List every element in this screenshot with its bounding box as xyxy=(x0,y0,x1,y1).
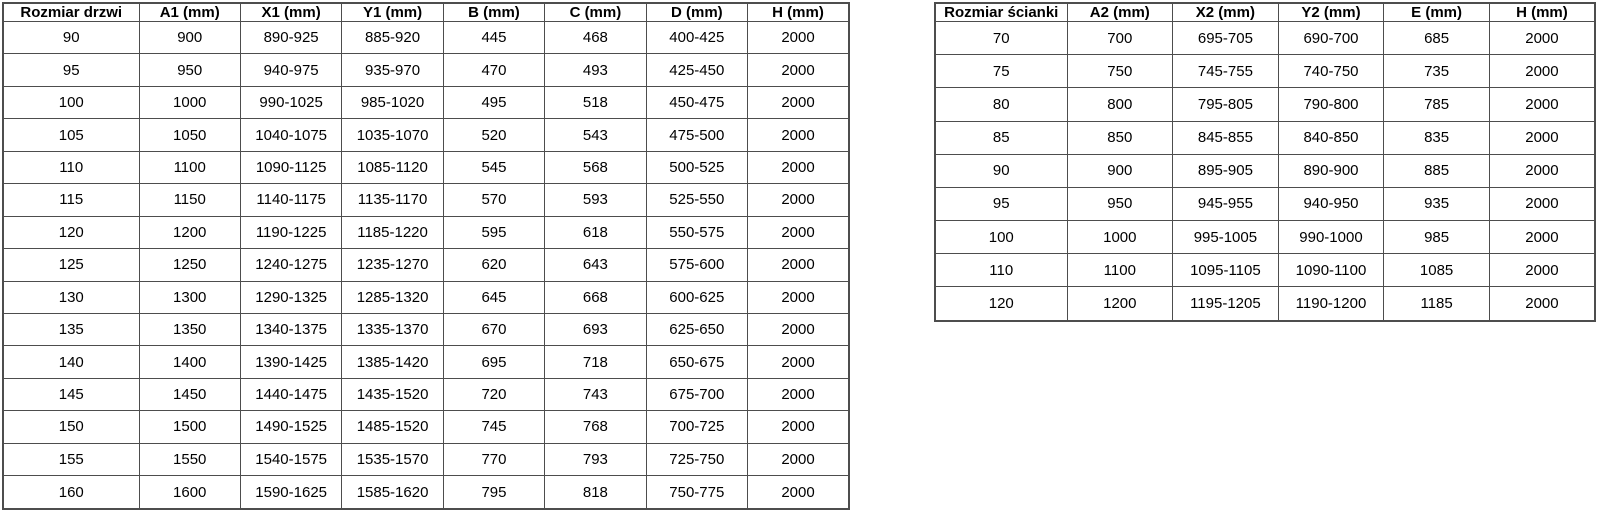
table-cell: 795 xyxy=(443,476,544,509)
table-cell: 620 xyxy=(443,249,544,281)
table-cell: 2000 xyxy=(748,378,849,410)
table-cell: 770 xyxy=(443,443,544,475)
table-cell: 818 xyxy=(545,476,646,509)
table-cell: 995-1005 xyxy=(1173,221,1279,254)
table-row xyxy=(3,313,849,345)
table-cell: 2000 xyxy=(748,313,849,345)
table-cell: 800 xyxy=(1067,88,1173,121)
table-cell: 990-1025 xyxy=(240,86,341,118)
table-row xyxy=(3,86,849,118)
table-cell: 470 xyxy=(443,54,544,86)
table-cell: 575-600 xyxy=(646,249,747,281)
table-cell: 743 xyxy=(545,378,646,410)
wall-size-table-header-row xyxy=(935,3,1595,22)
table-cell: 125 xyxy=(3,249,139,281)
table-cell: 2000 xyxy=(748,281,849,313)
table-cell: 1190-1200 xyxy=(1278,287,1384,321)
table-cell: 1190-1225 xyxy=(240,216,341,248)
table-cell: 1500 xyxy=(139,411,240,443)
table-cell: 668 xyxy=(545,281,646,313)
table-row xyxy=(3,476,849,509)
table-cell: 2000 xyxy=(1489,55,1595,88)
table-cell: 400-425 xyxy=(646,22,747,54)
table-cell: 1450 xyxy=(139,378,240,410)
table-cell: 1040-1075 xyxy=(240,119,341,151)
table-cell: 105 xyxy=(3,119,139,151)
table-cell: 2000 xyxy=(748,411,849,443)
table-cell: 718 xyxy=(545,346,646,378)
table-cell: 795-805 xyxy=(1173,88,1279,121)
table-cell: 1300 xyxy=(139,281,240,313)
table-cell: 2000 xyxy=(748,184,849,216)
table-cell: 685 xyxy=(1384,22,1490,55)
header-cell: Rozmiar ścianki xyxy=(935,3,1067,22)
table-row xyxy=(3,54,849,86)
table-cell: 595 xyxy=(443,216,544,248)
table-cell: 845-855 xyxy=(1173,121,1279,154)
table-cell: 1185-1220 xyxy=(342,216,443,248)
table-cell: 2000 xyxy=(1489,221,1595,254)
table-cell: 500-525 xyxy=(646,151,747,183)
table-row xyxy=(935,287,1595,321)
table-cell: 750-775 xyxy=(646,476,747,509)
table-row xyxy=(3,378,849,410)
table-row xyxy=(3,184,849,216)
table-cell: 890-925 xyxy=(240,22,341,54)
table-cell: 130 xyxy=(3,281,139,313)
table-cell: 1100 xyxy=(139,151,240,183)
table-cell: 690-700 xyxy=(1278,22,1384,55)
table-cell: 785 xyxy=(1384,88,1490,121)
table-cell: 155 xyxy=(3,443,139,475)
table-cell: 95 xyxy=(935,187,1067,220)
table-cell: 1335-1370 xyxy=(342,313,443,345)
table-cell: 745-755 xyxy=(1173,55,1279,88)
table-cell: 110 xyxy=(935,254,1067,287)
table-cell: 1390-1425 xyxy=(240,346,341,378)
table-cell: 2000 xyxy=(748,54,849,86)
wall-size-table xyxy=(934,2,1596,322)
header-cell: D (mm) xyxy=(646,3,747,22)
door-size-table-header-row xyxy=(3,3,849,22)
table-cell: 160 xyxy=(3,476,139,509)
table-cell: 840-850 xyxy=(1278,121,1384,154)
table-cell: 740-750 xyxy=(1278,55,1384,88)
header-cell: Rozmiar drzwi xyxy=(3,3,139,22)
table-cell: 570 xyxy=(443,184,544,216)
table-row xyxy=(935,121,1595,154)
table-cell: 835 xyxy=(1384,121,1490,154)
table-cell: 1085 xyxy=(1384,254,1490,287)
table-cell: 468 xyxy=(545,22,646,54)
table-row xyxy=(935,88,1595,121)
table-cell: 525-550 xyxy=(646,184,747,216)
table-cell: 75 xyxy=(935,55,1067,88)
table-cell: 1050 xyxy=(139,119,240,151)
table-cell: 850 xyxy=(1067,121,1173,154)
table-cell: 750 xyxy=(1067,55,1173,88)
table-cell: 950 xyxy=(1067,187,1173,220)
table-cell: 695-705 xyxy=(1173,22,1279,55)
table-cell: 2000 xyxy=(748,86,849,118)
table-cell: 650-675 xyxy=(646,346,747,378)
table-cell: 495 xyxy=(443,86,544,118)
table-cell: 1385-1420 xyxy=(342,346,443,378)
table-cell: 150 xyxy=(3,411,139,443)
table-cell: 2000 xyxy=(1489,254,1595,287)
table-cell: 135 xyxy=(3,313,139,345)
header-cell: C (mm) xyxy=(545,3,646,22)
table-cell: 2000 xyxy=(748,22,849,54)
table-cell: 695 xyxy=(443,346,544,378)
table-cell: 2000 xyxy=(1489,121,1595,154)
table-cell: 2000 xyxy=(748,249,849,281)
table-cell: 1140-1175 xyxy=(240,184,341,216)
table-cell: 1435-1520 xyxy=(342,378,443,410)
table-row xyxy=(935,22,1595,55)
table-row xyxy=(3,151,849,183)
table-row xyxy=(3,216,849,248)
table-cell: 1485-1520 xyxy=(342,411,443,443)
table-cell: 1250 xyxy=(139,249,240,281)
table-cell: 100 xyxy=(3,86,139,118)
table-cell: 693 xyxy=(545,313,646,345)
header-cell: X1 (mm) xyxy=(240,3,341,22)
header-cell: E (mm) xyxy=(1384,3,1490,22)
table-cell: 1195-1205 xyxy=(1173,287,1279,321)
table-cell: 768 xyxy=(545,411,646,443)
table-cell: 745 xyxy=(443,411,544,443)
table-cell: 1340-1375 xyxy=(240,313,341,345)
table-cell: 1135-1170 xyxy=(342,184,443,216)
table-cell: 2000 xyxy=(748,151,849,183)
table-cell: 475-500 xyxy=(646,119,747,151)
table-cell: 890-900 xyxy=(1278,154,1384,187)
table-cell: 145 xyxy=(3,378,139,410)
table-cell: 80 xyxy=(935,88,1067,121)
table-cell: 645 xyxy=(443,281,544,313)
table-row xyxy=(935,187,1595,220)
table-cell: 120 xyxy=(935,287,1067,321)
table-cell: 2000 xyxy=(1489,22,1595,55)
table-cell: 115 xyxy=(3,184,139,216)
table-cell: 1400 xyxy=(139,346,240,378)
table-cell: 643 xyxy=(545,249,646,281)
table-cell: 120 xyxy=(3,216,139,248)
table-cell: 2000 xyxy=(1489,154,1595,187)
table-cell: 110 xyxy=(3,151,139,183)
table-cell: 1550 xyxy=(139,443,240,475)
table-cell: 1095-1105 xyxy=(1173,254,1279,287)
table-cell: 600-625 xyxy=(646,281,747,313)
table-cell: 900 xyxy=(1067,154,1173,187)
table-cell: 1000 xyxy=(139,86,240,118)
table-cell: 885 xyxy=(1384,154,1490,187)
table-cell: 895-905 xyxy=(1173,154,1279,187)
table-cell: 1240-1275 xyxy=(240,249,341,281)
table-cell: 450-475 xyxy=(646,86,747,118)
table-cell: 95 xyxy=(3,54,139,86)
table-cell: 550-575 xyxy=(646,216,747,248)
table-cell: 1350 xyxy=(139,313,240,345)
door-size-table xyxy=(2,2,850,510)
table-row xyxy=(3,119,849,151)
table-row xyxy=(3,411,849,443)
table-cell: 1085-1120 xyxy=(342,151,443,183)
header-cell: A1 (mm) xyxy=(139,3,240,22)
table-cell: 70 xyxy=(935,22,1067,55)
table-cell: 2000 xyxy=(1489,287,1595,321)
table-cell: 90 xyxy=(3,22,139,54)
table-cell: 940-975 xyxy=(240,54,341,86)
table-cell: 545 xyxy=(443,151,544,183)
table-cell: 900 xyxy=(139,22,240,54)
table-cell: 935 xyxy=(1384,187,1490,220)
header-cell: B (mm) xyxy=(443,3,544,22)
table-cell: 945-955 xyxy=(1173,187,1279,220)
table-cell: 1235-1270 xyxy=(342,249,443,281)
table-cell: 1600 xyxy=(139,476,240,509)
table-cell: 1540-1575 xyxy=(240,443,341,475)
table-cell: 425-450 xyxy=(646,54,747,86)
table-cell: 793 xyxy=(545,443,646,475)
table-cell: 790-800 xyxy=(1278,88,1384,121)
table-cell: 1200 xyxy=(139,216,240,248)
table-cell: 1290-1325 xyxy=(240,281,341,313)
table-cell: 90 xyxy=(935,154,1067,187)
table-cell: 2000 xyxy=(748,346,849,378)
table-cell: 593 xyxy=(545,184,646,216)
table-cell: 1100 xyxy=(1067,254,1173,287)
table-row xyxy=(3,443,849,475)
table-cell: 1535-1570 xyxy=(342,443,443,475)
table-row xyxy=(935,221,1595,254)
table-cell: 1150 xyxy=(139,184,240,216)
table-cell: 985-1020 xyxy=(342,86,443,118)
table-cell: 1185 xyxy=(1384,287,1490,321)
table-cell: 568 xyxy=(545,151,646,183)
table-row xyxy=(935,154,1595,187)
table-cell: 1590-1625 xyxy=(240,476,341,509)
table-cell: 85 xyxy=(935,121,1067,154)
table-cell: 1090-1100 xyxy=(1278,254,1384,287)
table-row xyxy=(3,346,849,378)
table-row xyxy=(935,55,1595,88)
table-cell: 543 xyxy=(545,119,646,151)
table-cell: 2000 xyxy=(748,476,849,509)
header-cell: A2 (mm) xyxy=(1067,3,1173,22)
table-cell: 618 xyxy=(545,216,646,248)
table-cell: 518 xyxy=(545,86,646,118)
table-cell: 2000 xyxy=(748,216,849,248)
table-cell: 1000 xyxy=(1067,221,1173,254)
header-cell: H (mm) xyxy=(1489,3,1595,22)
header-cell: X2 (mm) xyxy=(1173,3,1279,22)
table-row xyxy=(935,254,1595,287)
table-cell: 100 xyxy=(935,221,1067,254)
table-cell: 445 xyxy=(443,22,544,54)
table-cell: 2000 xyxy=(1489,187,1595,220)
header-cell: Y2 (mm) xyxy=(1278,3,1384,22)
table-cell: 735 xyxy=(1384,55,1490,88)
table-cell: 985 xyxy=(1384,221,1490,254)
header-cell: Y1 (mm) xyxy=(342,3,443,22)
table-cell: 670 xyxy=(443,313,544,345)
table-cell: 950 xyxy=(139,54,240,86)
table-cell: 2000 xyxy=(748,443,849,475)
table-cell: 520 xyxy=(443,119,544,151)
table-cell: 725-750 xyxy=(646,443,747,475)
table-cell: 1035-1070 xyxy=(342,119,443,151)
table-cell: 625-650 xyxy=(646,313,747,345)
table-cell: 940-950 xyxy=(1278,187,1384,220)
table-cell: 675-700 xyxy=(646,378,747,410)
table-cell: 885-920 xyxy=(342,22,443,54)
table-cell: 935-970 xyxy=(342,54,443,86)
table-cell: 720 xyxy=(443,378,544,410)
table-cell: 1490-1525 xyxy=(240,411,341,443)
table-cell: 990-1000 xyxy=(1278,221,1384,254)
table-cell: 1285-1320 xyxy=(342,281,443,313)
table-cell: 2000 xyxy=(748,119,849,151)
table-cell: 493 xyxy=(545,54,646,86)
table-cell: 140 xyxy=(3,346,139,378)
header-cell: H (mm) xyxy=(748,3,849,22)
table-cell: 2000 xyxy=(1489,88,1595,121)
table-row xyxy=(3,281,849,313)
table-cell: 1090-1125 xyxy=(240,151,341,183)
table-cell: 700-725 xyxy=(646,411,747,443)
table-row xyxy=(3,22,849,54)
table-cell: 700 xyxy=(1067,22,1173,55)
table-cell: 1200 xyxy=(1067,287,1173,321)
table-row xyxy=(3,249,849,281)
table-cell: 1440-1475 xyxy=(240,378,341,410)
table-cell: 1585-1620 xyxy=(342,476,443,509)
